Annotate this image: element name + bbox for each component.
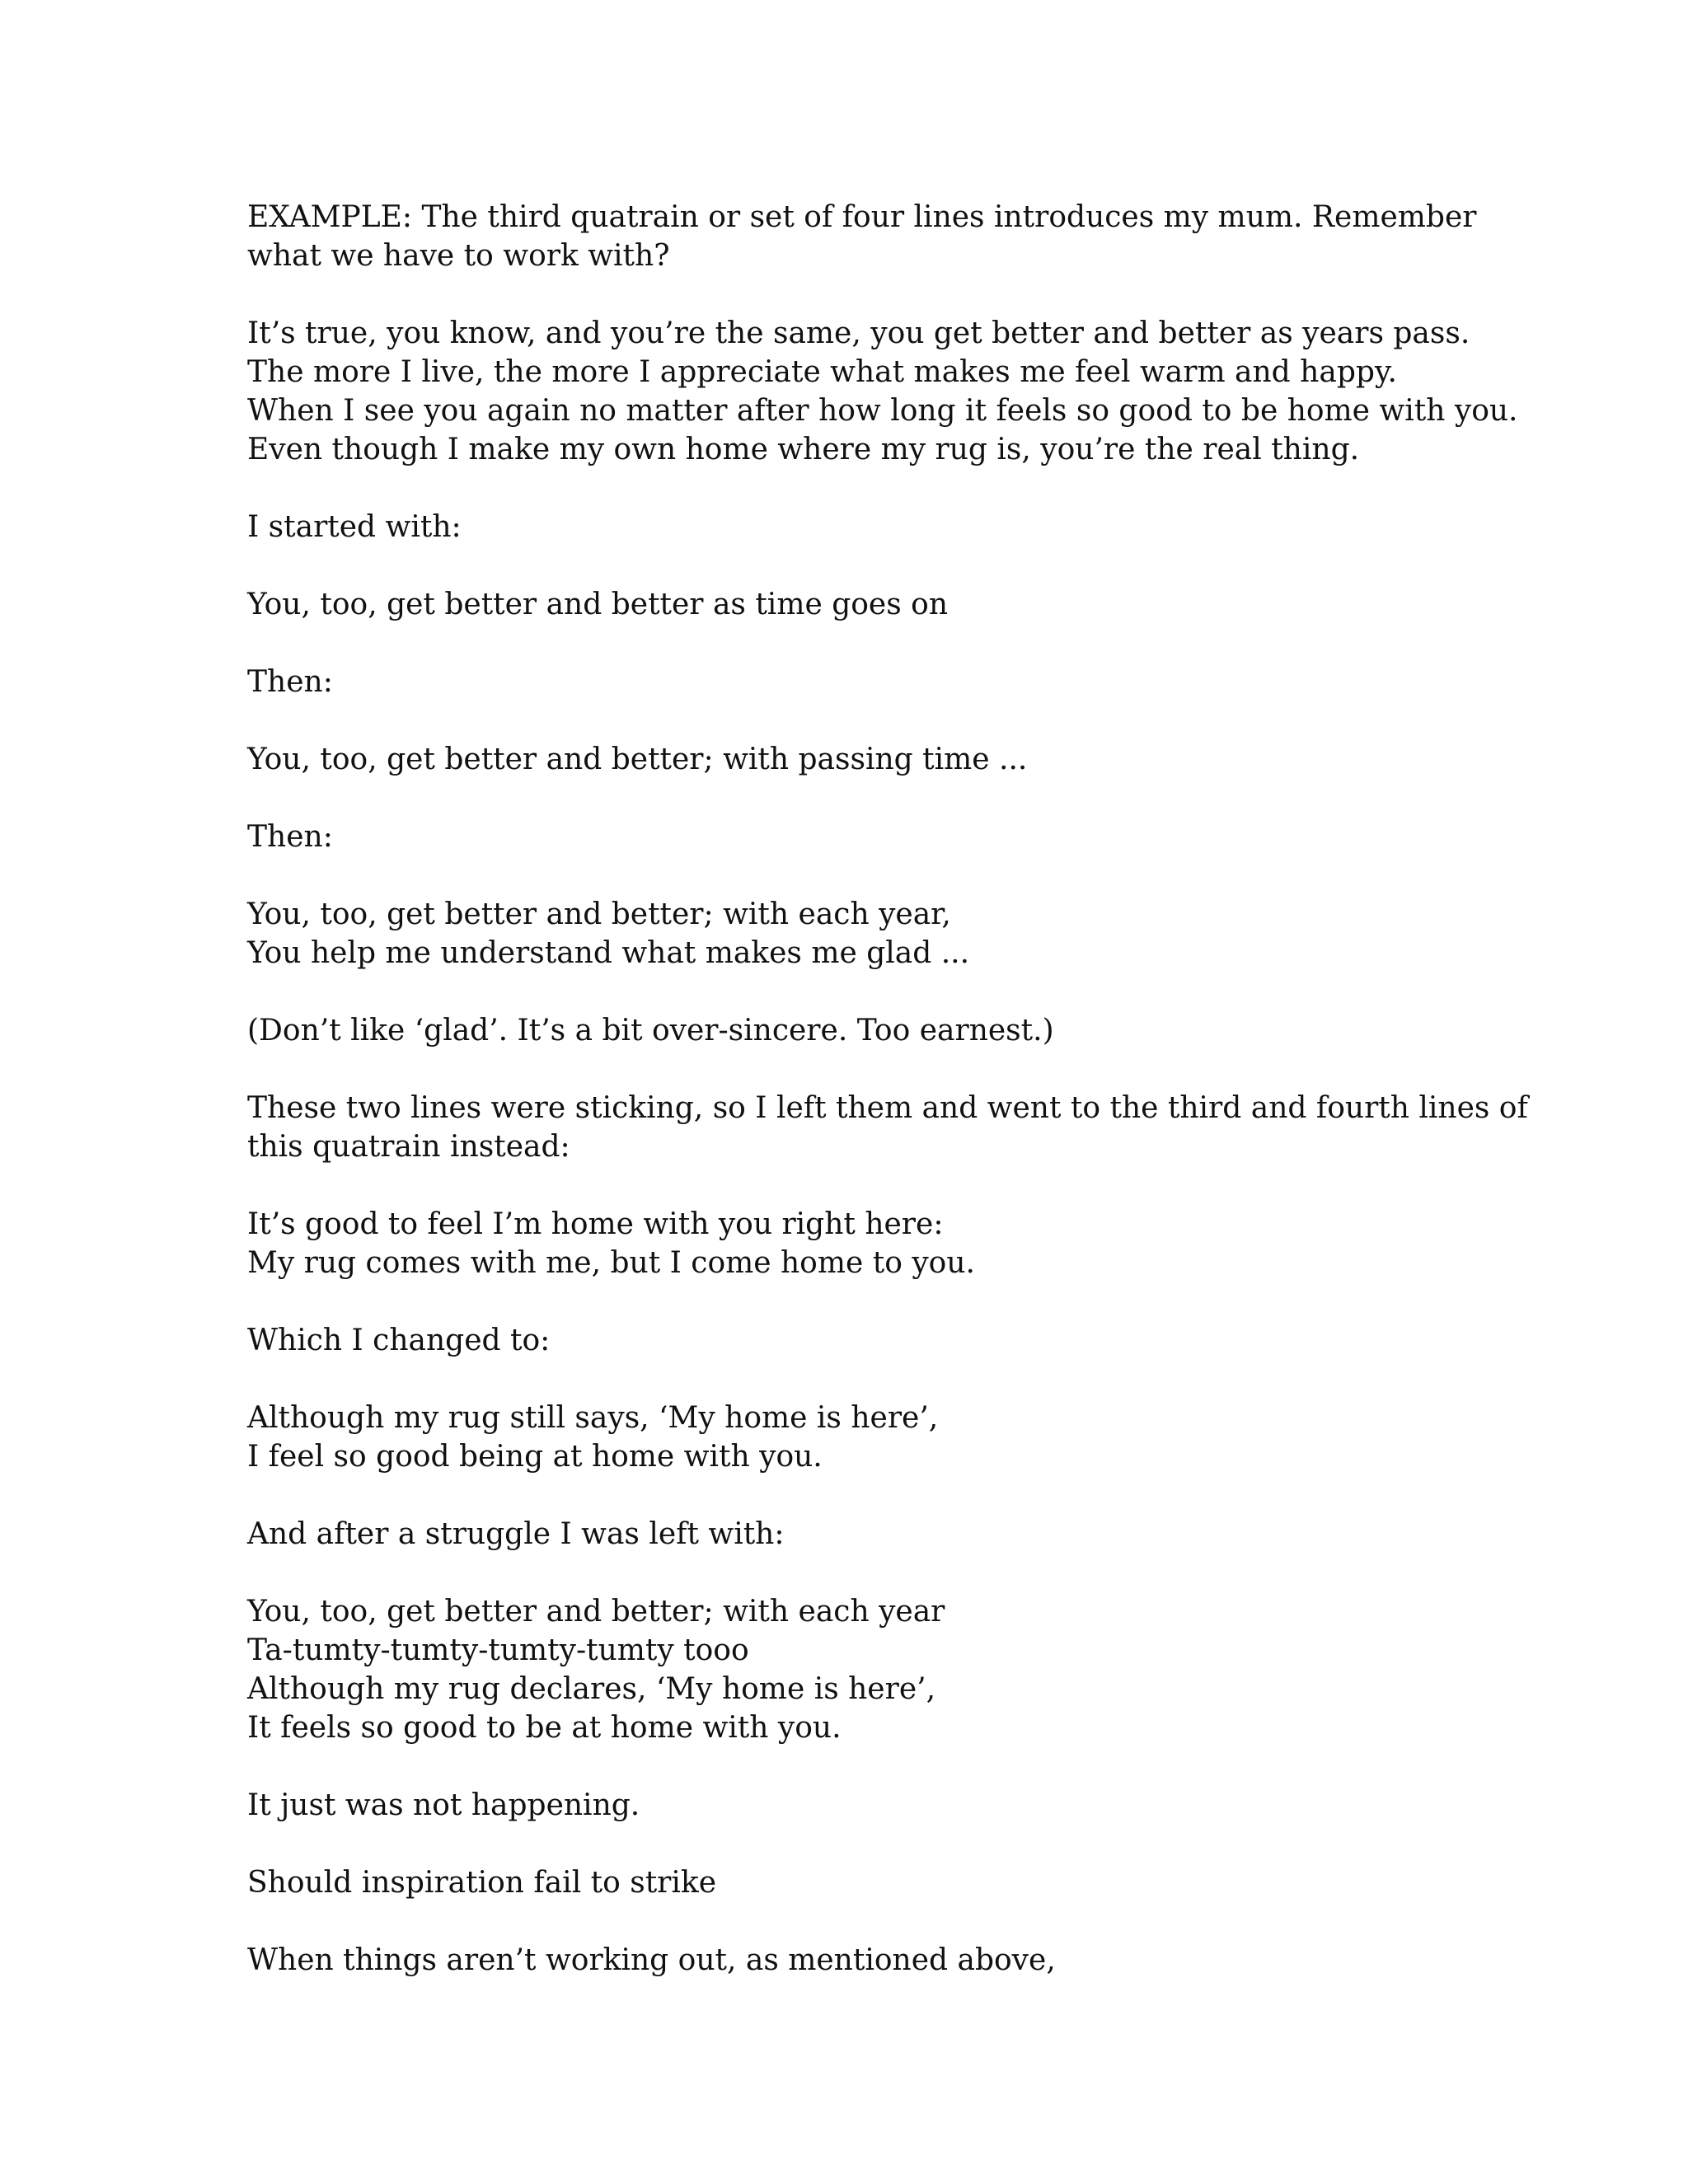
paragraph: [247, 1321, 1451, 1360]
paragraph: [247, 1515, 1451, 1554]
text-line: You, too, get better and better as time goes on: [247, 588, 949, 621]
text-line: It’s good to feel I’m home with you right here:: [247, 1207, 944, 1241]
text-line: Ta-tumty-tumty-tumty-tumty tooo: [247, 1633, 749, 1667]
text-line: this quatrain instead:: [247, 1130, 570, 1164]
text-line: Although my rug still says, ‘My home is here’,: [247, 1401, 939, 1435]
text-line: You, too, get better and better; with each year: [247, 1595, 945, 1629]
paragraph: [247, 663, 1451, 701]
paragraph: [247, 818, 1451, 856]
text-line: My rug comes with me, but I come home to you.: [247, 1246, 975, 1280]
text-line: EXAMPLE: The third quatrain or set of four lines introduces my mum. Remember: [247, 200, 1477, 234]
text-line: It just was not happening.: [247, 1788, 640, 1822]
text-line: Should inspiration fail to strike: [247, 1866, 717, 1900]
text-line: You, too, get better and better; with passing time ...: [247, 743, 1028, 776]
paragraph: [247, 1205, 1451, 1282]
text-line: Even though I make my own home where my rug is, you’re the real thing.: [247, 433, 1360, 466]
text-line: Then:: [247, 665, 333, 699]
text-line: When things aren’t working out, as mentioned above,: [247, 1943, 1056, 1977]
paragraph: [247, 1786, 1451, 1825]
text-line: Then:: [247, 820, 333, 854]
paragraph: [247, 198, 1477, 275]
text-line: (Don’t like ‘glad’. It’s a bit over-sincere. Too earnest.): [247, 1014, 1054, 1047]
document-body: [247, 198, 1528, 2018]
text-line: Although my rug declares, ‘My home is here’,: [247, 1672, 936, 1706]
paragraph: [247, 1011, 1451, 1050]
paragraph: [247, 740, 1451, 779]
text-line: These two lines were sticking, so I left them and went to the third and fourth lines of: [247, 1091, 1528, 1125]
text-line: You, too, get better and better; with each year,: [247, 898, 951, 931]
paragraph: [247, 508, 1451, 546]
paragraph: [247, 1863, 1451, 1902]
text-line: It feels so good to be at home with you.: [247, 1711, 842, 1745]
text-line: When I see you again no matter after how long it feels so good to be home with you.: [247, 394, 1518, 428]
text-line: Which I changed to:: [247, 1324, 551, 1357]
text-line: I started with:: [247, 510, 462, 544]
text-line: You help me understand what makes me glad ...: [247, 936, 970, 970]
paragraph: [247, 585, 1451, 624]
paragraph: [247, 1399, 1451, 1476]
paragraph: [247, 314, 1518, 469]
paragraph: [247, 1592, 1451, 1747]
text-line: It’s true, you know, and you’re the same, you get better and better as years pass.: [247, 316, 1470, 350]
text-line: I feel so good being at home with you.: [247, 1440, 823, 1474]
paragraph: [247, 895, 1451, 972]
paragraph: [247, 1941, 1451, 1980]
text-line: what we have to work with?: [247, 239, 670, 273]
paragraph: [247, 1089, 1528, 1166]
text-line: And after a struggle I was left with:: [247, 1517, 785, 1551]
text-line: The more I live, the more I appreciate what makes me feel warm and happy.: [247, 355, 1397, 389]
